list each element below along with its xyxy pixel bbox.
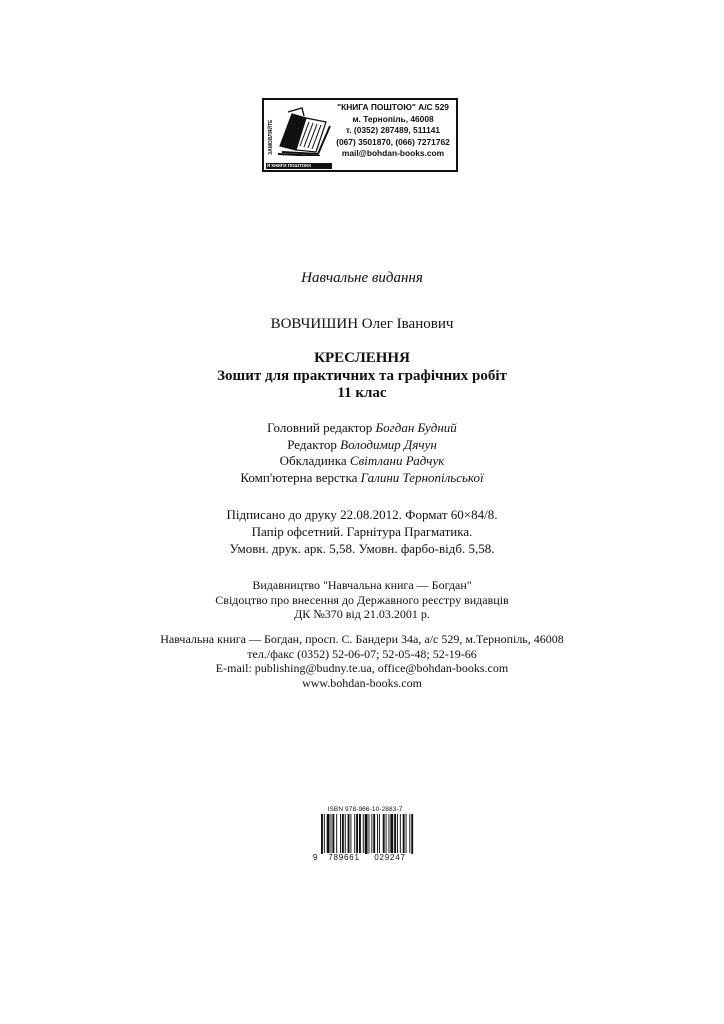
barcode-bar	[354, 814, 355, 854]
barcode-bar	[321, 814, 323, 854]
stamp-line: "КНИГА ПОШТОЮ" А/С 529	[337, 102, 449, 112]
stamp-line: т. (0352) 287489, 511141	[345, 125, 441, 136]
barcode-bar	[386, 814, 387, 854]
stamp-side-text: ЗАМОВЛЯЙТЕ	[268, 119, 274, 155]
edition-type: Навчальне видання	[301, 270, 423, 286]
barcode-bar	[388, 814, 389, 854]
barcode-bar	[345, 814, 346, 854]
barcode-bar	[394, 814, 396, 854]
barcode-bar	[327, 814, 330, 854]
isbn-number: ISBN 978-966-10-2883-7	[327, 806, 403, 813]
barcode-bar	[359, 814, 361, 854]
barcode-digits	[313, 853, 417, 863]
credit-role: Комп'ютерна верстка	[240, 469, 358, 485]
contact-info	[0, 632, 724, 690]
credit-name: Світлани Радчук	[349, 453, 445, 468]
publisher-line: Свідоцтво про внесення до Державного реєстру видавців	[215, 592, 509, 607]
barcode	[313, 814, 417, 866]
contact-address: Навчальна книга — Богдан, просп. С. Бандери 34а, а/с 529, м.Тернопіль, 46008	[160, 632, 564, 646]
print-info	[0, 506, 724, 557]
credit-name: Богдан Будний	[375, 420, 457, 435]
barcode-bar	[332, 814, 334, 854]
author: ВОВЧИШИН Олег Іванович	[270, 316, 454, 332]
book-subtitle: Зошит для практичних та графічних робіт	[217, 368, 507, 384]
barcode-bar	[342, 814, 344, 854]
credit-line	[0, 437, 724, 454]
print-info-line: Підписано до друку 22.08.2012. Формат 60×84/8.	[226, 507, 498, 522]
publisher-line: ДК №370 від 21.03.2001 р.	[294, 607, 430, 621]
credit-name: Галини Тернопільської	[360, 469, 484, 485]
contact-email: E-mail: publishing@budny.te.ua, office@bohdan-books.com	[215, 661, 509, 675]
publisher-info	[0, 578, 724, 622]
barcode-bar	[331, 814, 332, 854]
barcode-bar	[371, 814, 372, 854]
barcode-bar	[383, 814, 385, 854]
mail-order-stamp	[262, 98, 458, 172]
barcode-bar	[336, 814, 337, 854]
credit-line	[0, 420, 724, 437]
stamp-email: mail@bohdan-books.com	[341, 148, 445, 159]
barcode-bar	[348, 814, 350, 854]
credit-role: Редактор	[287, 436, 337, 452]
credit-name: Володимир Дячун	[340, 436, 437, 452]
barcode-bar	[377, 814, 378, 854]
barcode-bar	[340, 814, 341, 854]
barcode-digits-left: 789661	[323, 853, 365, 863]
barcode-bar	[365, 814, 368, 854]
book-grade: 11 клас	[337, 385, 387, 401]
credits	[0, 420, 724, 486]
stamp-bottom-text: Я КНИГИ ПОШТОЮ!	[266, 163, 332, 169]
barcode-bar	[390, 814, 393, 854]
credit-line	[0, 470, 724, 487]
barcode-bars	[313, 814, 417, 854]
barcode-bar	[411, 814, 413, 854]
contact-website: www.bohdan-books.com	[302, 675, 422, 690]
barcode-bar	[356, 814, 358, 854]
credit-line	[0, 453, 724, 470]
book-title: КРЕСЛЕННЯ	[314, 350, 410, 366]
barcode-bar	[406, 814, 407, 854]
barcode-bar	[373, 814, 375, 854]
barcode-bar	[369, 814, 370, 854]
barcode-digit-first: 9	[313, 853, 318, 862]
stamp-address	[330, 102, 456, 160]
credit-role: Головний редактор	[267, 420, 373, 435]
print-info-line: Папір офсетний. Гарнітура Прагматика.	[251, 524, 473, 539]
books-icon	[276, 106, 334, 156]
barcode-bar	[409, 814, 410, 854]
barcode-bar	[363, 814, 364, 854]
contact-phone: тел./факс (0352) 52-06-07; 52-05-48; 52-19-66	[247, 646, 477, 661]
barcode-digits-right: 029247	[369, 853, 411, 863]
barcode-bar	[379, 814, 380, 854]
stamp-line: (067) 3501870, (066) 7271762	[336, 136, 450, 147]
barcode-bar	[324, 814, 325, 854]
stamp-line: м. Тернопіль, 46008	[352, 113, 434, 124]
barcode-bar	[400, 814, 401, 854]
barcode-bar	[403, 814, 405, 854]
print-info-line: Умовн. друк. арк. 5,58. Умовн. фарбо-відб. 5,58.	[229, 541, 495, 556]
publisher-line: Видавництво "Навчальна книга — Богдан"	[252, 578, 472, 592]
barcode-bar	[350, 814, 351, 854]
credit-role: Обкладинка	[279, 453, 347, 468]
barcode-bar	[397, 814, 398, 854]
